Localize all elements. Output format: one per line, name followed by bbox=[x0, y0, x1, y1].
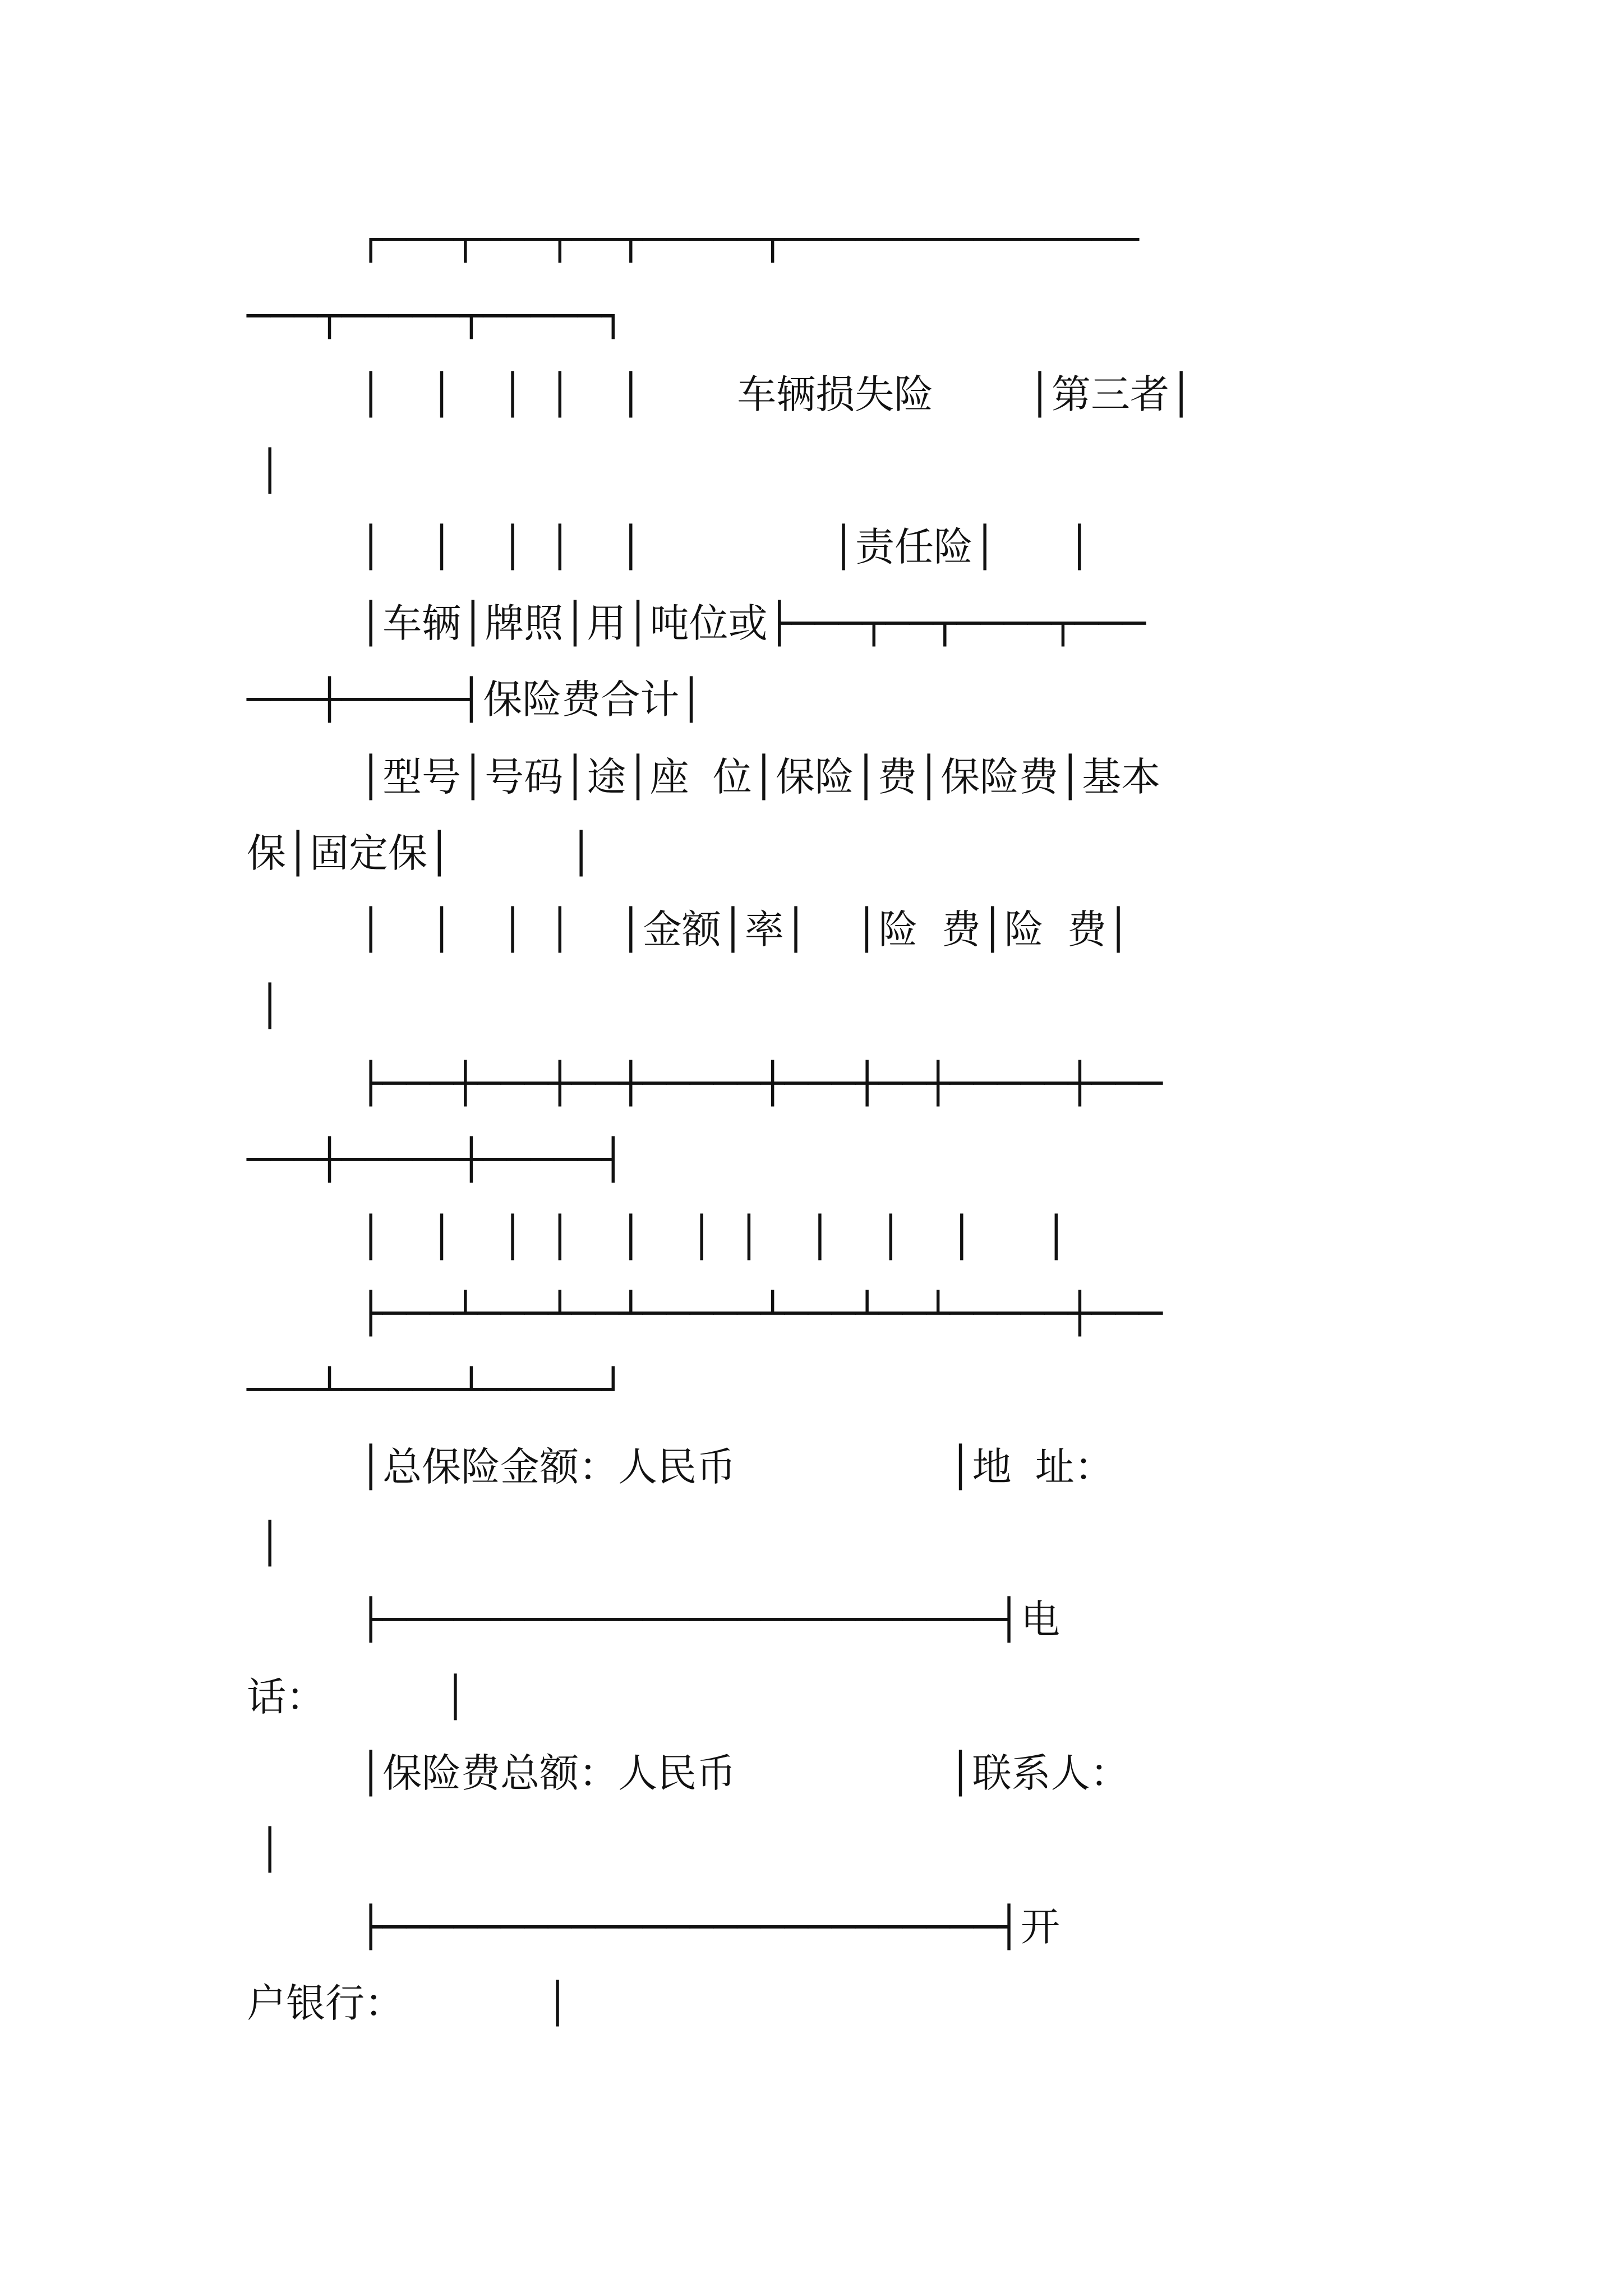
header-row-1-wrap: │ bbox=[258, 448, 282, 494]
bank-divider: ├──────────────────────────┤开 bbox=[359, 1904, 1061, 1950]
table-border-top: ┌───┬───┬──┬─────┬─────────────── bbox=[359, 217, 1139, 263]
table-border-top-wrap: ───┬─────┬─────┐ bbox=[247, 293, 625, 339]
total-insured-amount-wrap: │ bbox=[258, 1520, 282, 1566]
phone-label: 话： │ bbox=[247, 1674, 467, 1720]
header-row-3-wrap: ───┼─────┤保险费合计│ bbox=[247, 677, 703, 723]
header-row-5-wrap: │ bbox=[258, 983, 282, 1029]
phone-divider: ├──────────────────────────┤电 bbox=[359, 1596, 1061, 1642]
header-row-4: │型号│号码│途│座 位│保险│费│保险费│基本 bbox=[359, 754, 1161, 800]
header-row-4-wrap: 保│固定保│ │ bbox=[247, 830, 593, 876]
header-row-5: │ │ │ │ │金额│率│ │险 费│险 费│ bbox=[359, 907, 1131, 953]
total-insured-amount-row: │总保险金额：人民币 │地 址： bbox=[359, 1444, 1114, 1490]
table-divider-wrap: ───┼─────┼─────┤ bbox=[247, 1137, 625, 1182]
total-premium-wrap: │ bbox=[258, 1826, 282, 1872]
header-row-3: │车辆│牌照│用│吨位或├───┬──┬────┬─── bbox=[359, 600, 1146, 646]
header-row-1: │ │ │ │ │ 车辆损失险 │第三者│ bbox=[359, 371, 1193, 417]
total-premium-row: │保险费总额：人民币 │联系人： bbox=[359, 1750, 1129, 1796]
header-row-2: │ │ │ │ │ │责任险│ │ bbox=[359, 524, 1091, 570]
table-divider: ├───┼───┼──┼─────┼───┼──┼─────┼─── bbox=[359, 1060, 1163, 1106]
table-empty-row: │ │ │ │ │ │ │ │ │ │ │ bbox=[359, 1214, 1068, 1260]
table-divider-bottom: ├───┴───┴──┴─────┴───┴──┴─────┼─── bbox=[359, 1290, 1163, 1336]
bank-label: 户银行： │ bbox=[247, 1980, 570, 2026]
table-divider-bottom-wrap: ───┴─────┴─────┘ bbox=[247, 1366, 625, 1412]
